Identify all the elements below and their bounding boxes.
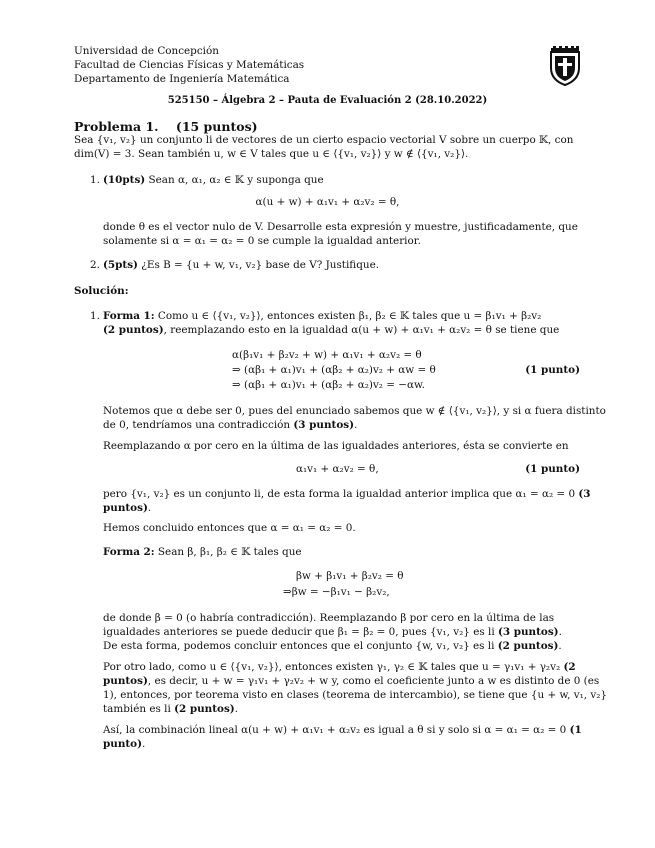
forma1-line2: (2 puntos), reemplazando esto en la igualdad α(u + w) + α₁v₁ + α₂v₂ = θ se tiene que bbox=[103, 324, 560, 336]
item1-number: 1. bbox=[90, 174, 100, 186]
para8-line2: punto). bbox=[103, 738, 146, 750]
equation-4: α₁v₁ + α₂v₂ = θ, bbox=[296, 463, 379, 475]
equation-1: α(β₁v₁ + β₂v₂ + w) + α₁v₁ + α₂v₂ = θ bbox=[232, 349, 422, 361]
item2-line: (5pts) ¿Es B = {u + w, v₁, v₂} base de V? Justifique. bbox=[103, 259, 380, 271]
item1-line2: donde θ es el vector nulo de V. Desarrolle esta expresión y muestre, justificadamente, que bbox=[103, 221, 578, 233]
para2-line2: de 0, tendríamos una contradicción (3 puntos). bbox=[103, 419, 358, 431]
solution-title: Solución: bbox=[74, 285, 129, 297]
forma2-line1: Forma 2: Sean β, β₁, β₂ ∈ 𝕂 tales que bbox=[103, 546, 302, 558]
para7-line1: Por otro lado, como u ∈ ⟨{v₁, v₂}⟩, entonces existen γ₁, γ₂ ∈ 𝕂 tales que u = γ₁v₁ + γ₂v₂ (2 bbox=[103, 661, 576, 673]
equation-2: ⇒ (αβ₁ + α₁)v₁ + (αβ₂ + α₂)v₂ + αw = θ bbox=[232, 364, 436, 376]
item1-line1: (10pts) Sean α, α₁, α₂ ∈ 𝕂 y suponga que bbox=[103, 174, 324, 186]
para6-line3: De esta forma, podemos concluir entonces que el conjunto {w, v₁, v₂} es li (2 puntos). bbox=[103, 640, 562, 652]
para4-line1: pero {v₁, v₂} es un conjunto li, de esta forma la igualdad anterior implica que α₁ = α₂ = 0 (3 bbox=[103, 488, 591, 500]
university-name: Universidad de Concepción bbox=[74, 45, 219, 57]
solution-item-number: 1. bbox=[90, 310, 100, 322]
para5: Hemos concluido entonces que α = α₁ = α₂ = 0. bbox=[103, 522, 356, 534]
para7-line3: 1), entonces, por teorema visto en clases (teorema de intercambio), se tiene que {u + w, v₁, v₂} bbox=[103, 689, 608, 701]
points-tag-2: (1 punto) bbox=[525, 463, 580, 475]
para8-line1: Así, la combinación lineal α(u + w) + α₁v₁ + α₂v₂ es igual a θ si y solo si α = α₁ = α₂ = 0 (1 bbox=[103, 724, 582, 736]
university-crest-icon bbox=[548, 46, 582, 86]
equation-5: βw + β₁v₁ + β₂v₂ = θ bbox=[296, 570, 404, 582]
course-title: 525150 – Álgebra 2 – Pauta de Evaluación 2 (28.10.2022) bbox=[167, 95, 488, 106]
para7-line2: puntos), es decir, u + w = γ₁v₁ + γ₂v₂ + w y, como el coeficiente junto a w es distinto de 0 (es bbox=[103, 675, 600, 687]
para4-line2: puntos). bbox=[103, 502, 152, 514]
department-name: Departamento de Ingeniería Matemática bbox=[74, 73, 290, 85]
equation-6: ⇒βw = −β₁v₁ − β₂v₂, bbox=[283, 586, 390, 598]
para3-line1: Reemplazando α por cero en la última de las igualdades anteriores, ésta se convierte en bbox=[103, 440, 569, 452]
equation-3: ⇒ (αβ₁ + α₁)v₁ + (αβ₂ + α₂)v₂ = −αw. bbox=[232, 379, 425, 391]
para6-line1: de donde β = 0 (o habría contradicción). Reemplazando β por cero en la última de las bbox=[103, 612, 555, 624]
faculty-name: Facultad de Ciencias Físicas y Matemáticas bbox=[74, 59, 305, 71]
problem-title: Problema 1. (15 puntos) bbox=[74, 119, 258, 134]
problem-statement-line2: dim(V) = 3. Sean también u, w ∈ V tales que u ∈ ⟨{v₁, v₂}⟩ y w ∉ ⟨{v₁, v₂}⟩. bbox=[74, 148, 469, 160]
points-tag-1: (1 punto) bbox=[525, 364, 580, 376]
problem-statement-line1: Sea {v₁, v₂} un conjunto li de vectores de un cierto espacio vectorial V sobre un cuerpo 𝕂, con bbox=[74, 134, 574, 146]
item1-equation: α(u + w) + α₁v₁ + α₂v₂ = θ, bbox=[255, 196, 400, 208]
item1-line3: solamente si α = α₁ = α₂ = 0 se cumple la igualdad anterior. bbox=[103, 235, 421, 247]
item2-number: 2. bbox=[90, 259, 100, 271]
para2-line1: Notemos que α debe ser 0, pues del enunciado sabemos que w ∉ ⟨{v₁, v₂}⟩, y si α fuera distinto bbox=[103, 405, 606, 417]
para6-line2: igualdades anteriores se puede deducir que β₁ = β₂ = 0, pues {v₁, v₂} es li (3 puntos). bbox=[103, 626, 562, 638]
para7-line4: también es li (2 puntos). bbox=[103, 703, 239, 715]
forma1-line1: Forma 1: Como u ∈ ⟨{v₁, v₂}⟩, entonces existen β₁, β₂ ∈ 𝕂 tales que u = β₁v₁ + β₂v₂ bbox=[103, 310, 542, 322]
